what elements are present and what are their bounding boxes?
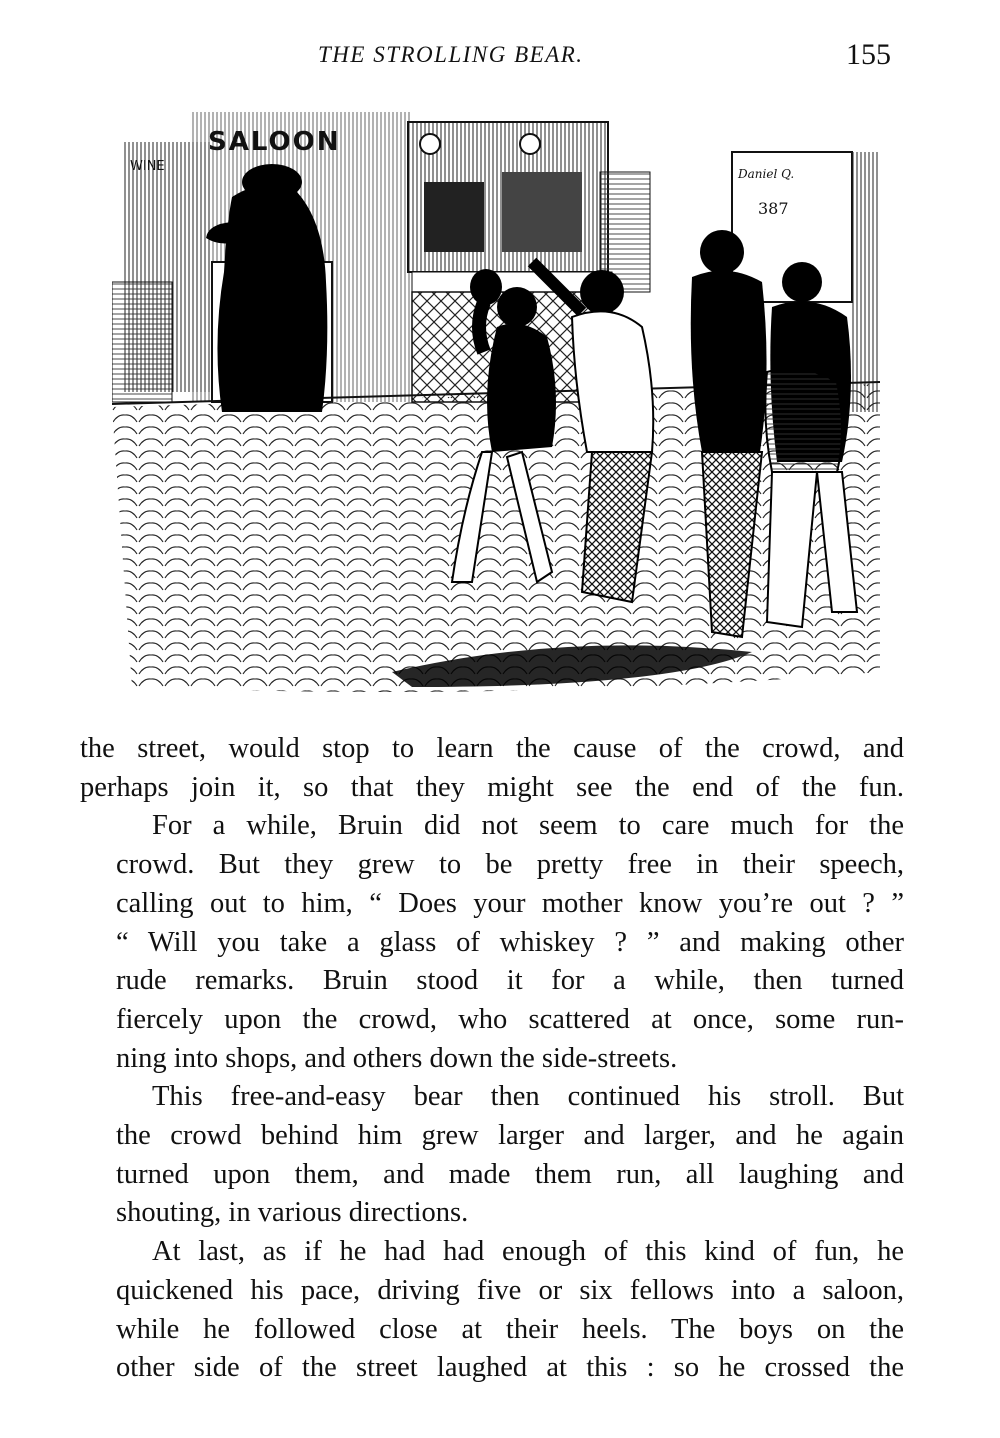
text-line: fiercely upon the crowd, who scattered at once, some run- bbox=[116, 1003, 904, 1035]
paragraph-3 bbox=[80, 1078, 904, 1233]
lamp-globe-right bbox=[520, 134, 540, 154]
text-line: rude remarks. Bruin stood it for a while, then turned bbox=[116, 965, 904, 997]
text-line: This free-and-easy bear then continued his stroll. But bbox=[152, 1081, 904, 1113]
window-display-right bbox=[502, 172, 582, 252]
text-line: the crowd behind him grew larger and larger, and he again bbox=[116, 1120, 904, 1152]
text-line: shouting, in various directions. bbox=[116, 1197, 469, 1229]
paragraph-4 bbox=[80, 1233, 904, 1388]
text-line: At last, as if he had had enough of this kind of fun, he bbox=[152, 1236, 904, 1268]
text-line: For a while, Bruin did not seem to care much for the bbox=[152, 810, 904, 842]
window-display-left bbox=[424, 182, 484, 252]
paragraph-1 bbox=[80, 730, 904, 807]
text-line: calling out to him, “ Does your mother know you’re out ? ” bbox=[116, 887, 904, 919]
shop-number: 387 bbox=[758, 199, 789, 218]
text-line: quickened his pace, driving five or six fellows into a saloon, bbox=[116, 1274, 904, 1306]
text-line: turned upon them, and made them run, all laughing and bbox=[116, 1158, 904, 1190]
right-building-wall bbox=[852, 152, 880, 412]
running-title: THE STROLLING BEAR. bbox=[318, 42, 584, 67]
body-text bbox=[80, 730, 904, 1388]
left-doorframe bbox=[112, 282, 172, 402]
text-line: while he followed close at their heels. The boys on the bbox=[116, 1313, 904, 1345]
lamp-globe-left bbox=[420, 134, 440, 154]
text-line: the street, would stop to learn the cause of the crowd, and bbox=[80, 733, 904, 764]
engraving-illustration bbox=[112, 112, 880, 700]
text-line: perhaps join it, so that they might see the end of the fun. bbox=[80, 771, 904, 803]
text-line: other side of the street laughed at this : so he crossed the bbox=[116, 1352, 904, 1384]
paragraph-2 bbox=[80, 807, 904, 1078]
name-plate-text: Daniel Q. bbox=[738, 167, 795, 181]
text-line: ning into shops, and others down the side-streets. bbox=[116, 1042, 678, 1074]
page-header bbox=[0, 38, 1000, 78]
wine-sign: WINE bbox=[130, 159, 165, 174]
saloon-sign: SALOON bbox=[208, 127, 341, 157]
text-line: “ Will you take a glass of whiskey ? ” and making other bbox=[116, 926, 904, 958]
text-line: crowd. But they grew to be pretty free in their speech, bbox=[116, 849, 904, 881]
page-number: 155 bbox=[846, 38, 891, 71]
